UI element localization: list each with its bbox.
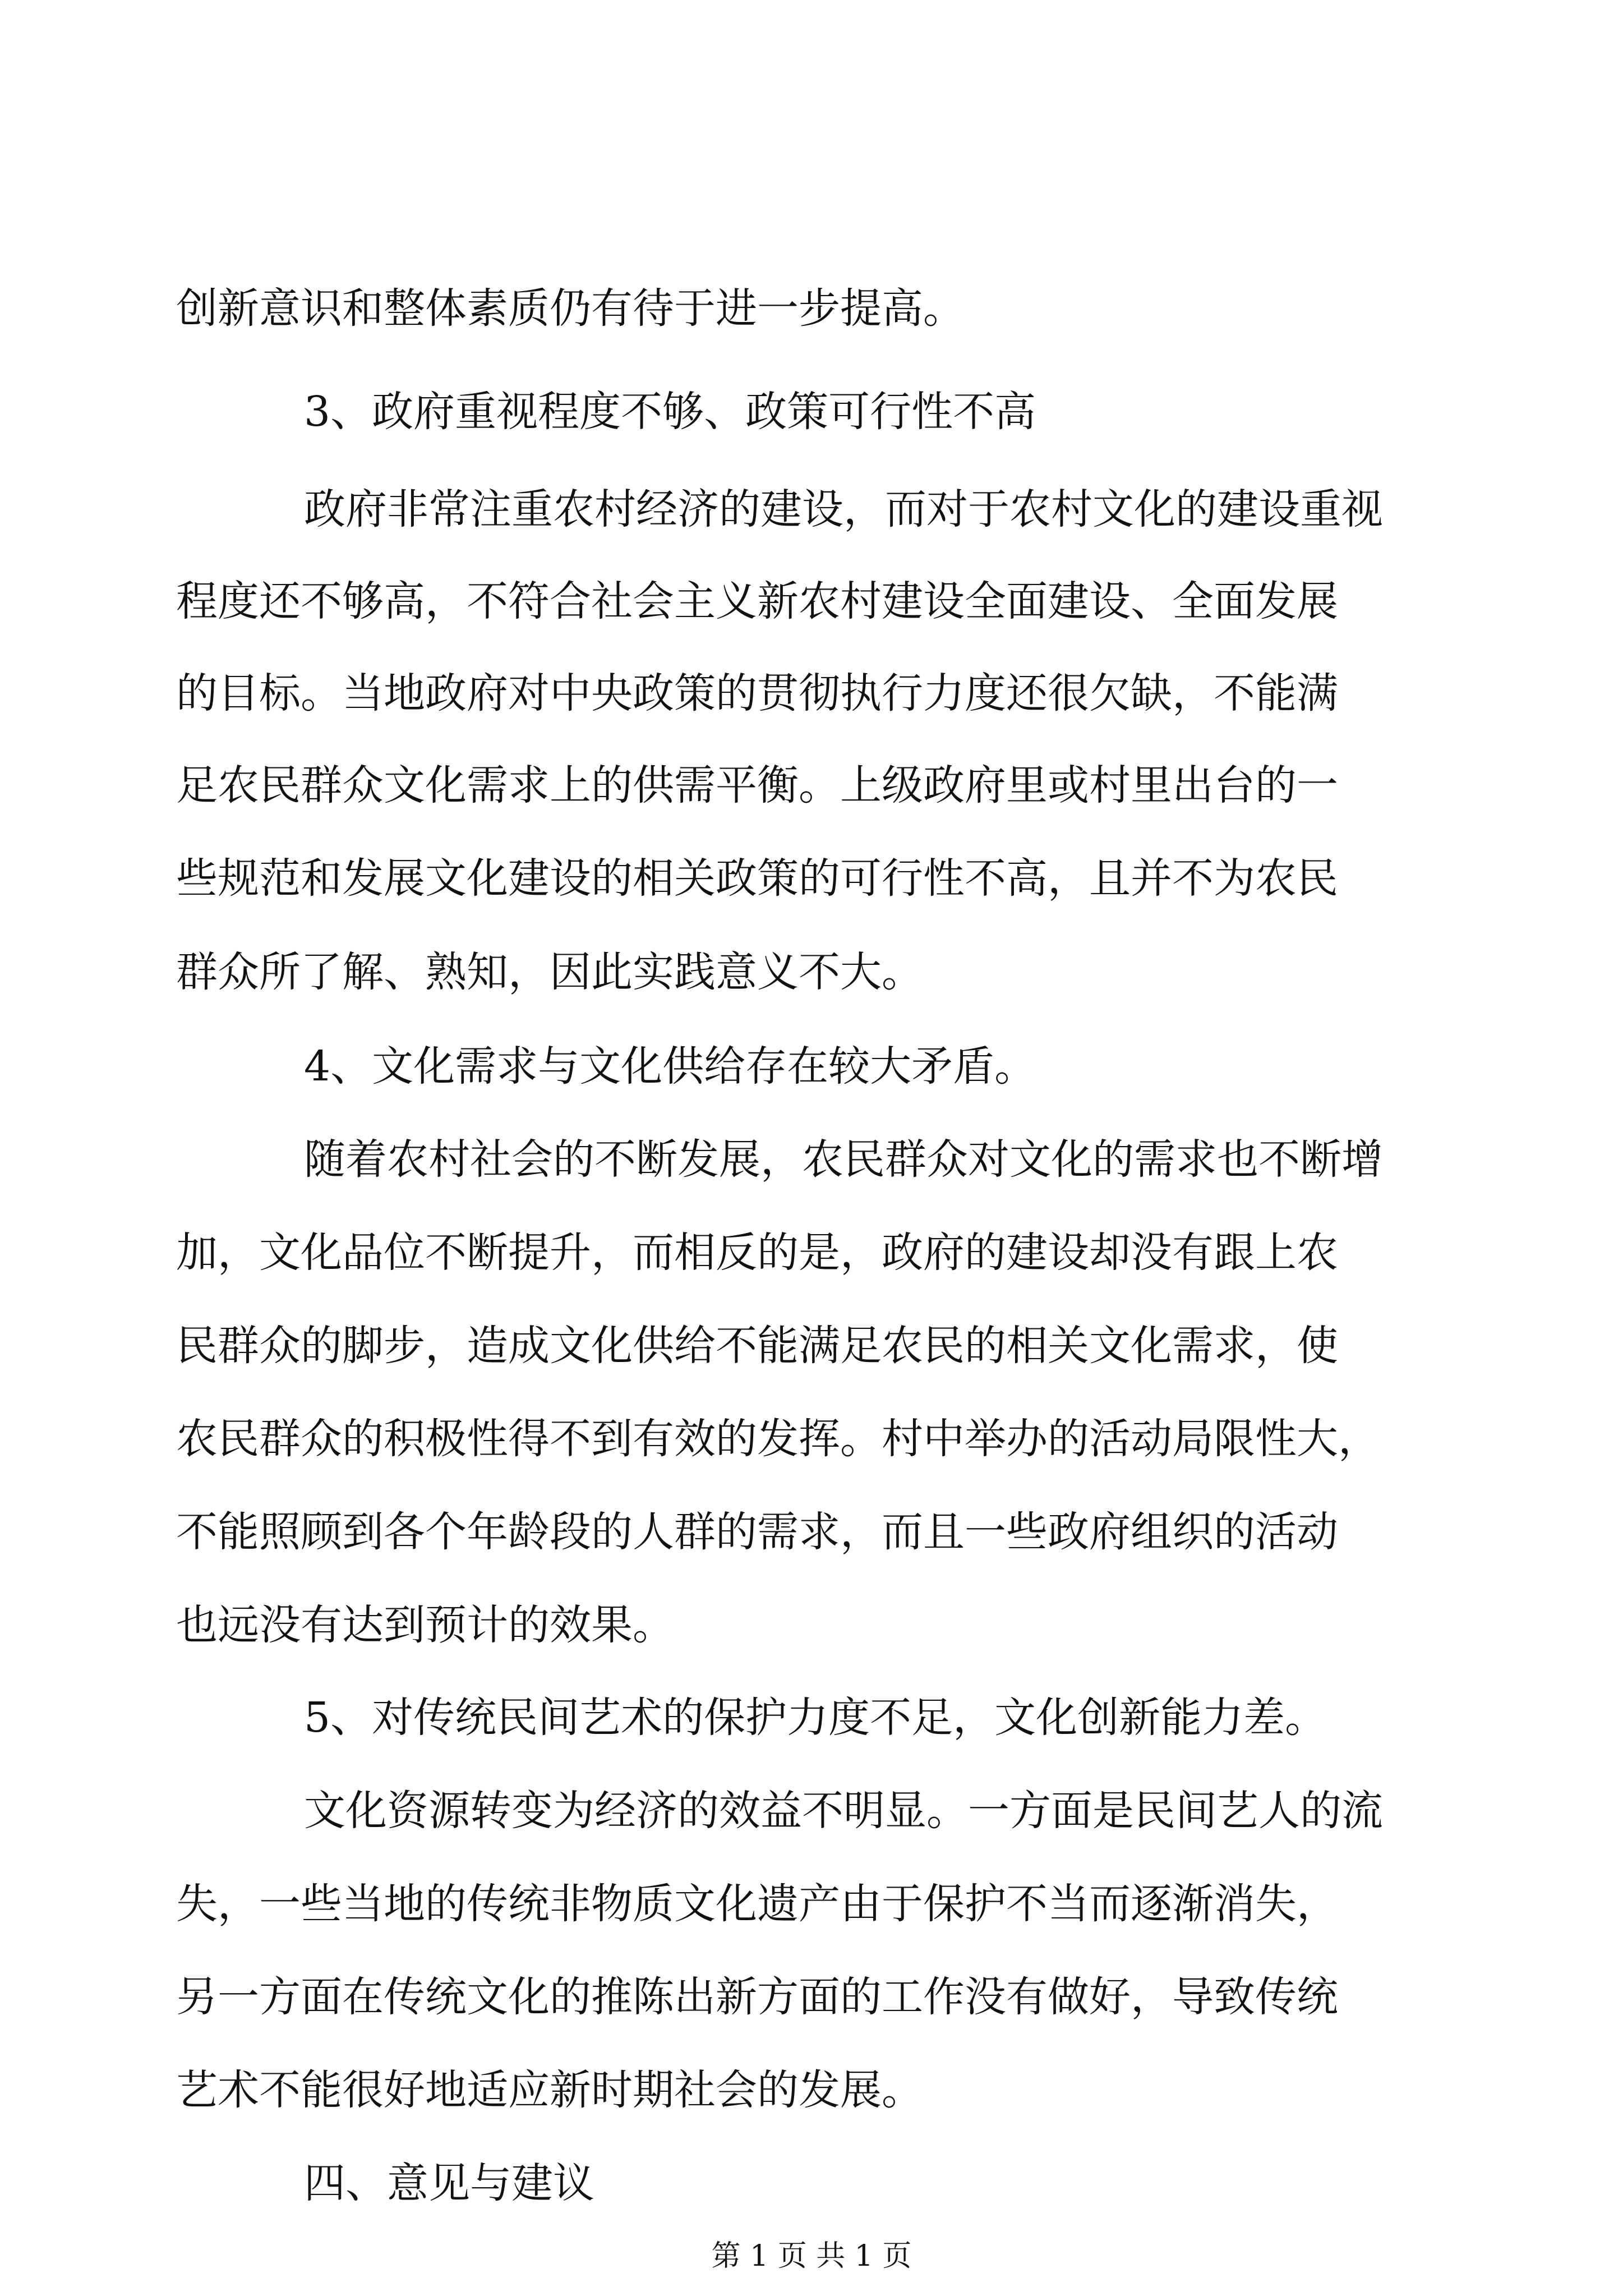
text-line: 政府非常注重农村经济的建设，而对于农村文化的建设重视 — [304, 485, 1383, 533]
text-line: 的目标。当地政府对中央政策的贯彻执行力度还很欠缺，不能满 — [176, 669, 1338, 717]
text-line: 另一方面在传统文化的推陈出新方面的工作没有做好，导致传统 — [176, 1973, 1338, 2021]
section-heading-3: 3、政府重视程度不够、政策可行性不高 — [304, 388, 1036, 436]
text-line: 文化资源转变为经济的效益不明显。一方面是民间艺人的流 — [304, 1787, 1383, 1835]
text-line: 程度还不够高，不符合社会主义新农村建设全面建设、全面发展 — [176, 577, 1338, 625]
section-heading-4-chinese: 四、意见与建议 — [304, 2159, 594, 2207]
page-number: 第 1 页 共 1 页 — [711, 2239, 912, 2273]
section-heading-5: 5、对传统民间艺术的保护力度不足，文化创新能力差。 — [304, 1694, 1327, 1742]
section-heading-4: 4、文化需求与文化供给存在较大矛盾。 — [304, 1042, 1036, 1091]
text-line: 不能照顾到各个年龄段的人群的需求，而且一些政府组织的活动 — [176, 1508, 1338, 1556]
text-line: 群众所了解、熟知，因此实践意义不大。 — [176, 948, 923, 996]
text-line: 加，文化品位不断提升，而相反的是，政府的建设却没有跟上农 — [176, 1228, 1338, 1277]
text-line: 些规范和发展文化建设的相关政策的可行性不高，且并不为农民 — [176, 854, 1338, 903]
text-line: 农民群众的积极性得不到有效的发挥。村中举办的活动局限性大， — [176, 1415, 1380, 1463]
text-line: 也远没有达到预计的效果。 — [176, 1601, 674, 1649]
text-line: 失，一些当地的传统非物质文化遗产由于保护不当而逐渐消失， — [176, 1880, 1338, 1928]
text-line: 艺术不能很好地适应新时期社会的发展。 — [176, 2066, 923, 2114]
text-line: 足农民群众文化需求上的供需平衡。上级政府里或村里出台的一 — [176, 761, 1338, 809]
text-line: 随着农村社会的不断发展，农民群众对文化的需求也不断增 — [304, 1135, 1383, 1184]
text-line: 民群众的脚步，造成文化供给不能满足农民的相关文化需求，使 — [176, 1322, 1338, 1370]
text-line: 创新意识和整体素质仍有待于进一步提高。 — [176, 284, 965, 333]
